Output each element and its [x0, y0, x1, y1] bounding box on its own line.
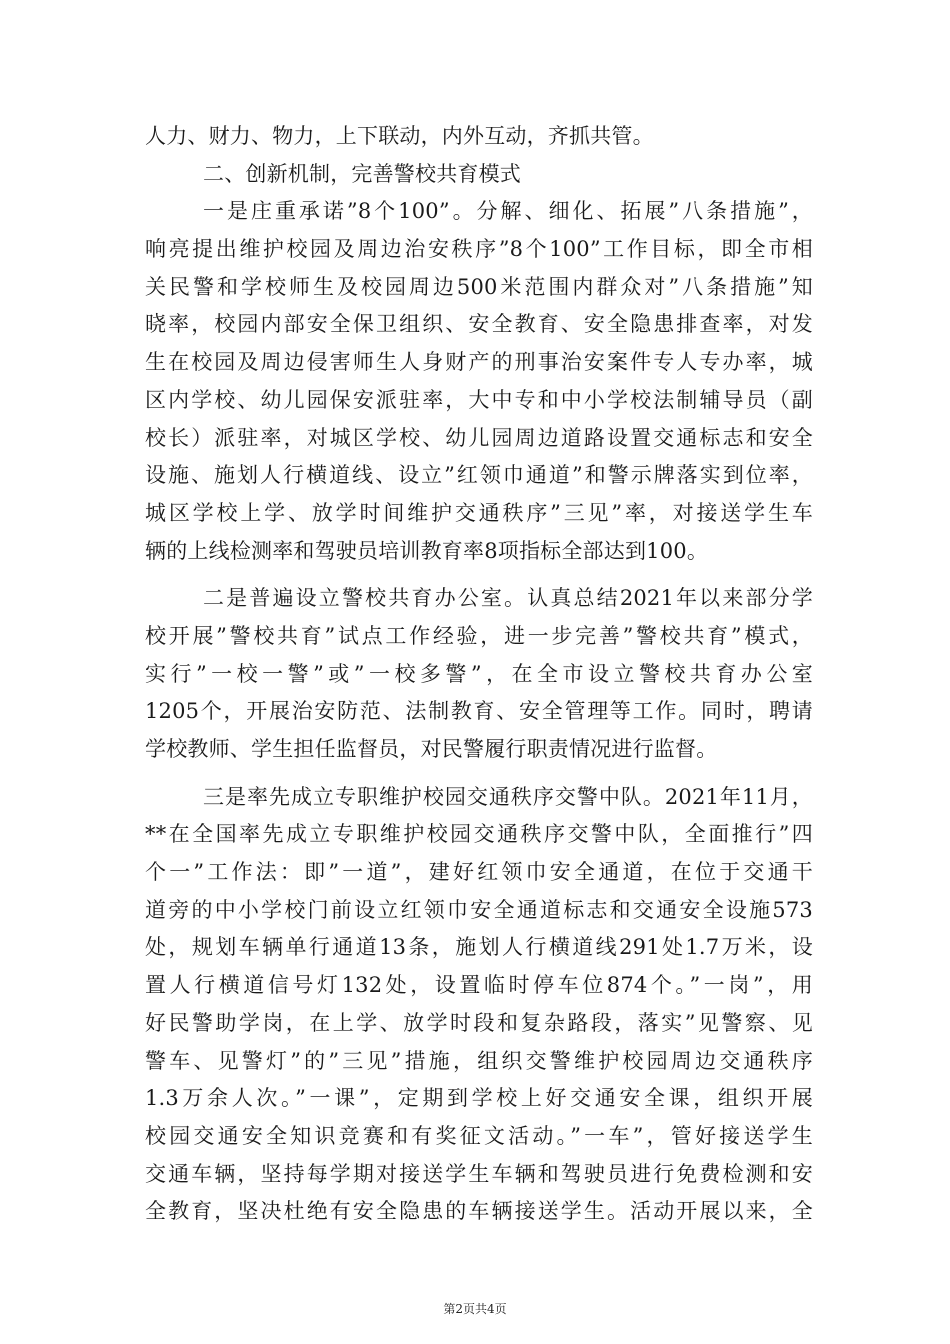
text-line: 校长）派驻率，对城区学校、幼儿园周边道路设置交通标志和安全: [145, 425, 813, 450]
text-line: 校园交通安全知识竞赛和有奖征文活动。”一车”，管好接送学生: [145, 1123, 813, 1148]
text-line: 警车、见警灯”的”三见”措施，组织交警维护校园周边交通秩序: [145, 1048, 813, 1073]
text-line: 人力、财力、物力，上下联动，内外互动，齐抓共管。: [145, 124, 654, 148]
text-line: 好民警助学岗，在上学、放学时段和复杂路段，落实”见警察、见: [145, 1010, 813, 1035]
text-line: 实行”一校一警”或”一校多警”，在全市设立警校共育办公室: [145, 661, 813, 686]
page-number-label: 第2页共4页: [443, 1302, 507, 1316]
text-line: 道旁的中小学校门前设立红领巾安全通道标志和交通安全设施573: [145, 897, 813, 922]
text-line: 辆的上线检测率和驾驶员培训教育率8项指标全部达到100。: [145, 538, 709, 563]
text-line: **在全国率先成立专职维护校园交通秩序交警中队，全面推行”四: [145, 822, 813, 847]
text-line: 处，规划车辆单行通道13条，施划人行横道线291处1.7万米，设: [145, 935, 813, 960]
text-line: 生在校园及周边侵害师生人身财产的刑事治安案件专人专办率，城: [145, 350, 813, 375]
text-line: 城区学校上学、放学时间维护交通秩序”三见”率，对接送学生车: [145, 500, 813, 525]
text-line: 1.3万余人次。”一课”，定期到学校上好交通安全课，组织开展: [145, 1086, 813, 1111]
text-line: 置人行横道信号灯132处，设置临时停车位874个。”一岗”，用: [145, 973, 813, 998]
paragraph-gap: [145, 769, 813, 779]
page-footer: [0, 1300, 950, 1317]
text-line: 区内学校、幼儿园保安派驻率，大中专和中小学校法制辅导员（副: [145, 387, 813, 412]
text-line: 全教育，坚决杜绝有安全隐患的车辆接送学生。活动开展以来，全: [145, 1199, 813, 1224]
paragraph-gap: [145, 570, 813, 580]
text-line: 学校教师、学生担任监督员，对民警履行职责情况进行监督。: [145, 737, 718, 761]
text-line: 二是普遍设立警校共育办公室。认真总结2021年以来部分学: [203, 586, 813, 611]
text-line: 三是率先成立专职维护校园交通秩序交警中队。2021年11月，: [203, 784, 813, 809]
text-line: 一是庄重承诺”8个100”。分解、细化、拓展”八条措施”，: [203, 199, 813, 224]
text-line: 交通车辆，坚持每学期对接送学生车辆和驾驶员进行免费检测和安: [145, 1161, 813, 1186]
text-line: 晓率，校园内部安全保卫组织、安全教育、安全隐患排查率，对发: [145, 312, 813, 337]
text-line: 校开展”警校共育”试点工作经验，进一步完善”警校共育”模式，: [145, 623, 813, 648]
text-line: 1205个，开展治安防范、法制教育、安全管理等工作。同时，聘请: [145, 699, 813, 724]
text-line: 响亮提出维护校园及周边治安秩序”8个100”工作目标，即全市相: [145, 237, 813, 262]
text-line: 设施、施划人行横道线、设立”红领巾通道”和警示牌落实到位率，: [145, 463, 813, 488]
text-line: 个一”工作法：即”一道”，建好红领巾安全通道，在位于交通干: [145, 860, 813, 885]
text-line: 关民警和学校师生及校园周边500米范围内群众对”八条措施”知: [145, 274, 813, 299]
document-body: [145, 118, 813, 1231]
text-line: 二、创新机制，完善警校共育模式: [203, 161, 521, 186]
